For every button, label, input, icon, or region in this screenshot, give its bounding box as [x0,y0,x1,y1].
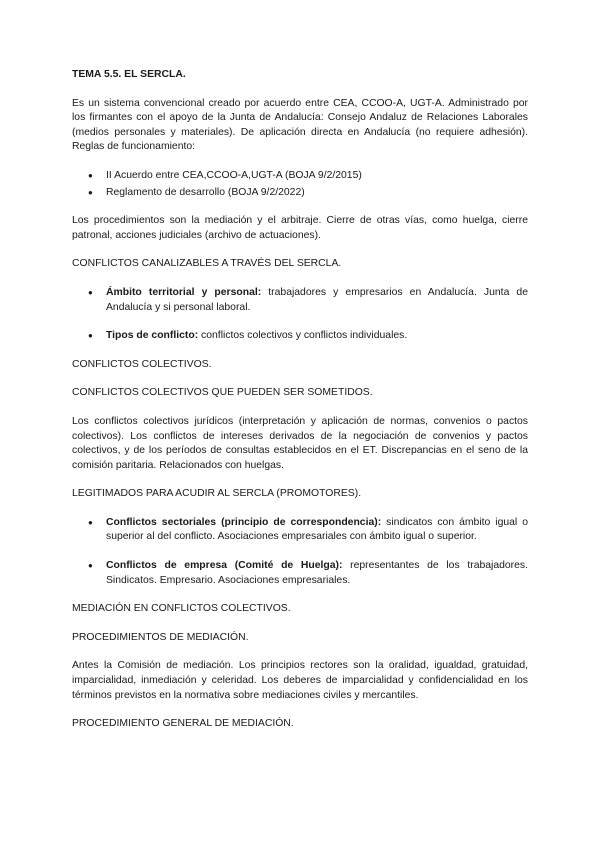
item-label: Tipos de conflicto: [106,330,199,342]
intro-paragraph: Es un sistema convencional creado por acuerdo entre CEA, CCOO-A, UGT-A. Administrado por los firmantes con el apoyo de la Junta de Andalucía: Consejo Andaluz de Relaciones Laborales (medios personales y materiales). De aplicación directa en Andalucía (no requiere adhesión). Reglas de funcionamiento: [72,97,528,153]
section-heading-general: PROCEDIMIENTO GENERAL DE MEDIACIÓN. [72,718,294,730]
list-item [72,286,528,315]
page-title: TEMA 5.5. EL SERCLA. [72,69,186,80]
section-heading-sometidos: CONFLICTOS COLECTIVOS QUE PUEDEN SER SOMETIDOS. [72,387,373,399]
procedimientos-paragraph: Antes la Comisión de mediación. Los principios rectores son la oralidad, igualdad, gratuidad, imparcialidad, inmediación y celeridad. Los deberes de imparcialidad y confidencialidad en los términos previstos en la normativa sobre mediaciones civiles y mercantiles. [72,660,528,701]
section-heading-mediacion: MEDIACIÓN EN CONFLICTOS COLECTIVOS. [72,603,291,615]
canalizables-list [72,286,528,344]
list-item [72,516,528,545]
procedures-paragraph: Los procedimientos son la mediación y el arbitraje. Cierre de otras vías, como huelga, cierre patronal, acciones judiciales (archivo de actuaciones). [72,215,528,241]
section-heading-procedimientos: PROCEDIMIENTOS DE MEDIACIÓN. [72,631,249,643]
item-text: trabajadores y empresarios en Andalucía. Junta de Andalucía y si personal laboral. [106,286,528,313]
list-item: ● II Acuerdo entre CEA,CCOO-A,UGT-A (BOJA 9/2/2015) [72,169,528,184]
item-label: Conflictos de empresa (Comité de Huelga): [106,560,343,572]
sometidos-paragraph: Los conflictos colectivos jurídicos (interpretación y aplicación de normas, convenios o pactos colectivos). Los conflictos de intereses derivados de la negociación de convenios y pactos colectivos, y de los períodos de consultas establecidos en el ET. Discrepancias en el seno de la comisión paritaria. Relacionados con huelgas. [72,415,528,471]
item-text: representantes de los trabajadores. Sindicatos. Empresario. Asociaciones empresariales. [106,560,528,586]
item-label: Ámbito territorial y personal: [106,286,262,298]
list-item: ● Reglamento de desarrollo (BOJA 9/2/2022) [72,186,528,201]
list-item [72,559,528,588]
section-heading-colectivos: CONFLICTOS COLECTIVOS. [72,358,212,370]
section-heading-legitimados: LEGITIMADOS PARA ACUDIR AL SERCLA (PROMOTORES). [72,488,362,500]
legitimados-list [72,516,528,588]
item-text: conflictos colectivos y conflictos individuales. [198,330,408,342]
rules-list [72,169,528,200]
list-item [72,329,528,344]
item-text: sindicatos con ámbito igual o superior al del conflicto. Asociaciones empresariales con ámbito igual o superior. [106,516,529,543]
section-heading-canalizables: CONFLICTOS CANALIZABLES A TRAVÉS DEL SERCLA. [72,258,342,270]
document-page [72,68,528,746]
item-label: Conflictos sectoriales (principio de correspondencia): [106,516,382,528]
